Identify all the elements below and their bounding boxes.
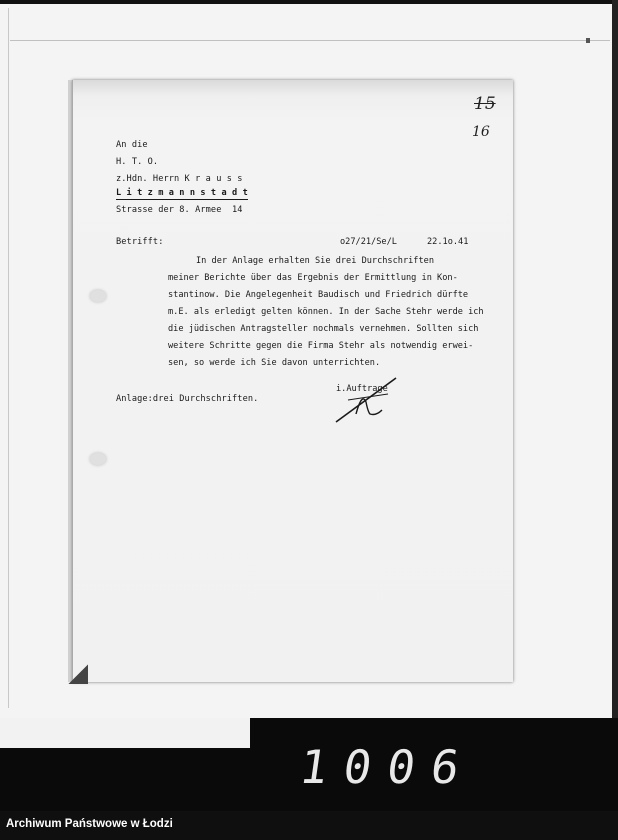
body-line: sen, so werde ich Sie davon unterrichten. — [168, 358, 381, 368]
address-line-2: H. T. O. — [116, 157, 159, 167]
address-street: Strasse der 8. Armee 14 — [116, 205, 243, 215]
subject-label: Betrifft: — [116, 237, 164, 247]
handwritten-signature-icon — [330, 372, 404, 426]
frame-guide-horizontal — [10, 40, 610, 41]
body-line: stantinow. Die Angelegenheit Baudisch und Friedrich dürfte — [168, 290, 469, 300]
address-line-3: z.Hdn. Herrn K r a u s s — [116, 174, 243, 184]
frame-tick-mark — [586, 38, 590, 43]
reference-number: o27/21/Se/L — [340, 237, 397, 247]
address-city: L i t z m a n n s t a d t — [116, 188, 248, 198]
folio-number: 16 — [472, 124, 490, 140]
body-line: die jüdischen Antragsteller nochmals vernehmen. Sollten sich — [168, 324, 479, 334]
frame-top-edge — [0, 0, 618, 4]
folio-number-crossed: 15 — [474, 94, 496, 114]
punch-hole — [90, 290, 106, 302]
address-line-1: An die — [116, 140, 148, 150]
body-line: weitere Schritte gegen die Firma Stehr als notwendig erwei- — [168, 341, 474, 351]
document-sheet — [72, 80, 513, 682]
document-date: 22.1o.41 — [427, 237, 469, 247]
enclosure-note: Anlage:drei Durchschriften. — [116, 394, 259, 404]
body-line: meiner Berichte über das Ergebnis der Ermittlung in Kon- — [168, 273, 458, 283]
frame-number: 1006 — [296, 740, 479, 794]
body-line: In der Anlage erhalten Sie drei Durchschriften — [196, 256, 434, 266]
punch-hole — [90, 453, 106, 465]
signature-label: i.Auftrage — [336, 384, 388, 394]
archive-name: Archiwum Państwowe w Łodzi — [6, 818, 173, 830]
film-strip-light-area — [0, 718, 250, 748]
frame-right-edge — [612, 0, 618, 718]
sheet-folded-corner — [68, 664, 88, 684]
frame-guide-vertical — [8, 8, 9, 708]
body-line: m.E. als erledigt gelten können. In der Sache Stehr werde ich — [168, 307, 484, 317]
